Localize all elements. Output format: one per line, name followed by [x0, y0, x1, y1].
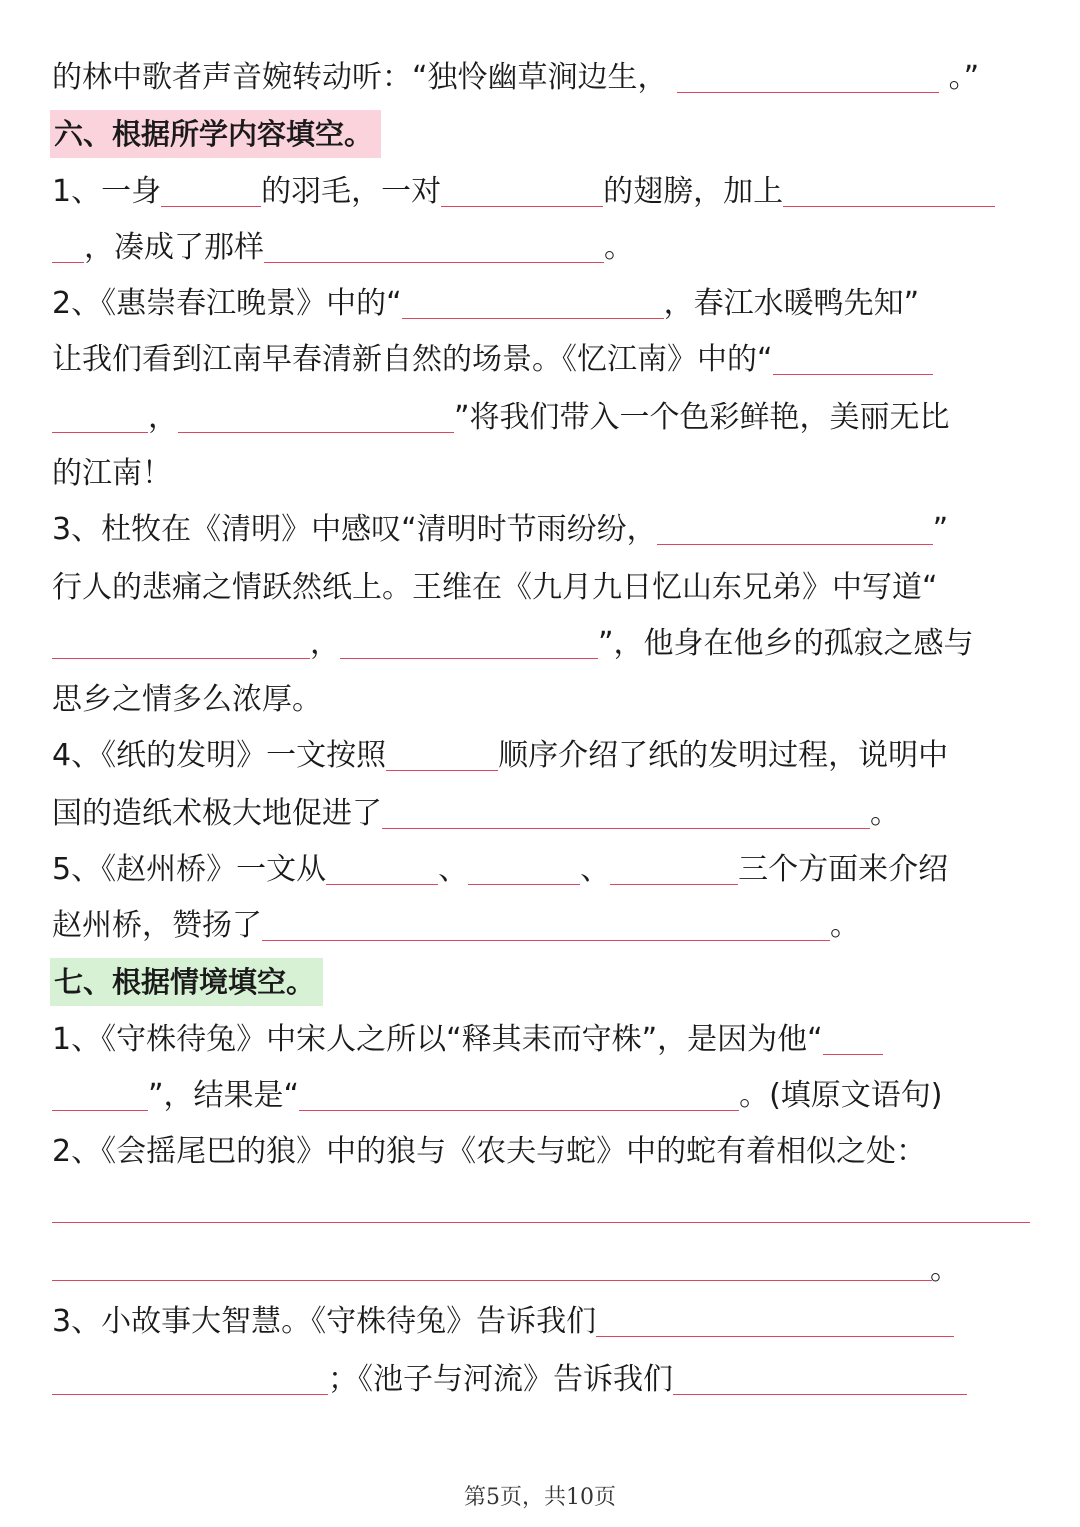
- text: 顺序介绍了纸的发明过程，说明中: [498, 738, 949, 773]
- answer-blank[interactable]: [52, 620, 310, 659]
- answer-blank[interactable]: [52, 224, 84, 263]
- answer-blank[interactable]: [610, 846, 738, 885]
- question-7-2-line1: [52, 1124, 1032, 1180]
- answer-blank[interactable]: [596, 1298, 954, 1337]
- text: 。: [930, 1252, 960, 1287]
- text: 、: [580, 852, 611, 887]
- text: 。: [604, 230, 634, 265]
- question-6-2-line1: [52, 276, 1032, 332]
- question-6-1-line2: [52, 220, 1032, 276]
- text: ，凑成了那样: [84, 230, 264, 265]
- text: ”: [932, 512, 949, 547]
- answer-blank[interactable]: [340, 620, 598, 659]
- answer-blank[interactable]: [52, 1356, 328, 1395]
- answer-blank[interactable]: [326, 846, 438, 885]
- answer-blank[interactable]: [823, 1016, 883, 1055]
- answer-blank[interactable]: [677, 54, 939, 93]
- answer-blank[interactable]: [52, 1222, 1030, 1223]
- text: 的翅膀，加上: [603, 174, 784, 209]
- text: 。: [830, 908, 860, 943]
- answer-blank[interactable]: [52, 1280, 932, 1281]
- text: 3、小故事大智慧。《守株待兔》告诉我们: [52, 1304, 597, 1339]
- answer-blank[interactable]: [657, 506, 933, 545]
- text: 1、一身: [52, 174, 162, 209]
- answer-blank[interactable]: [783, 168, 995, 207]
- section-seven-heading: 七、根据情境填空。: [50, 958, 323, 1006]
- answer-blank[interactable]: [382, 790, 870, 829]
- text: 。(填原文语句): [739, 1078, 943, 1113]
- question-7-2-end: [930, 1242, 970, 1298]
- text: ，春江水暖鸭先知”: [663, 286, 920, 321]
- text: 思乡之情多么浓厚。: [52, 682, 322, 717]
- answer-blank[interactable]: [773, 336, 933, 375]
- question-6-3-line3: [52, 616, 1032, 672]
- page-number: 第5页，共10页: [464, 1485, 616, 1510]
- text: 1、《守株待兔》中宋人之所以“释其耒而守株”，是因为他“: [52, 1022, 823, 1057]
- answer-blank[interactable]: [299, 1072, 739, 1111]
- question-7-1-line1: [52, 1012, 1032, 1068]
- section-six-heading: 六、根据所学内容填空。: [50, 110, 381, 158]
- answer-blank[interactable]: [52, 1072, 148, 1111]
- text: 2、《会摇尾巴的狼》中的狼与《农夫与蛇》中的蛇有着相似之处：: [52, 1134, 927, 1169]
- answer-blank[interactable]: [178, 394, 454, 433]
- text: 行人的悲痛之情跃然纸上。王维在《九月九日忆山东兄弟》中写道“: [52, 570, 938, 605]
- text: 3、杜牧在《清明》中感叹“清明时节雨纷纷，: [52, 512, 657, 547]
- question-6-3-line4: [52, 672, 1032, 728]
- question-6-3-line2: [52, 560, 1032, 616]
- answer-blank[interactable]: [468, 846, 580, 885]
- text: 国的造纸术极大地促进了: [52, 796, 382, 831]
- text: ”，结果是“: [148, 1078, 300, 1113]
- text: ，: [148, 400, 178, 435]
- answer-blank[interactable]: [673, 1356, 967, 1395]
- question-6-1-line1: [52, 164, 1032, 220]
- question-6-2-line2: [52, 332, 1032, 388]
- text: 5、《赵州桥》一文从: [52, 852, 327, 887]
- text: 的江南！: [52, 456, 172, 491]
- answer-blank[interactable]: [264, 224, 604, 263]
- text: 、: [438, 852, 469, 887]
- text: 的羽毛，一对: [261, 174, 442, 209]
- answer-blank[interactable]: [262, 902, 830, 941]
- question-6-3-line1: [52, 502, 1032, 558]
- text: 。”: [948, 60, 980, 95]
- text: 三个方面来介绍: [738, 852, 949, 887]
- text: 赵州桥，赞扬了: [52, 908, 262, 943]
- answer-blank[interactable]: [52, 394, 148, 433]
- question-6-4-line2: [52, 786, 1032, 842]
- question-6-5-line1: [52, 842, 1032, 898]
- text: ”，他身在他乡的孤寂之感与: [598, 626, 974, 661]
- question-6-2-line4: [52, 446, 1032, 502]
- question-7-3-line1: [52, 1294, 1032, 1350]
- text: 2、《惠崇春江晚景》中的“: [52, 286, 402, 321]
- answer-blank[interactable]: [402, 280, 664, 319]
- question-6-5-line2: [52, 898, 1032, 954]
- question-6-2-line3: [52, 390, 1032, 446]
- text: 。: [870, 796, 900, 831]
- answer-blank[interactable]: [161, 168, 261, 207]
- answer-blank[interactable]: [441, 168, 603, 207]
- question-6-4-line1: [52, 728, 1032, 784]
- text: ；《池子与河流》告诉我们: [328, 1362, 673, 1397]
- text: 4、《纸的发明》一文按照: [52, 738, 387, 773]
- poem-line: [52, 50, 1032, 106]
- text: ，: [310, 626, 340, 661]
- text: 让我们看到江南早春清新自然的场景。《忆江南》中的“: [52, 342, 773, 377]
- answer-blank[interactable]: [386, 732, 498, 771]
- question-7-3-line2: [52, 1352, 1032, 1408]
- text: 的林中歌者声音婉转动听：“独怜幽草涧边生，: [52, 60, 668, 95]
- question-7-1-line2: [52, 1068, 1032, 1124]
- text: ”将我们带入一个色彩鲜艳，美丽无比: [454, 400, 950, 435]
